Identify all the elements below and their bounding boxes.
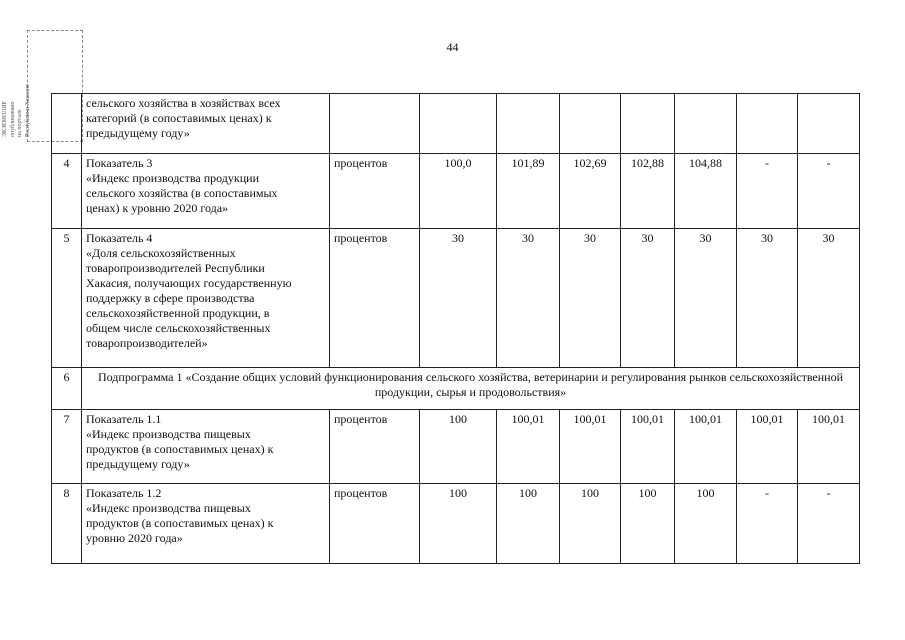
- value-cell: 100: [420, 484, 497, 564]
- indicator-name: Показатель 4 «Доля сельскохозяйственных товаропроизводителей Республики Хакасия, получающих государственную поддержку в сфере производства сельскохозяйственной продукции, в общем числе сельскохозяйственных товаропроизводителей»: [82, 229, 330, 368]
- value-cell: 100,0: [420, 154, 497, 229]
- unit-cell: процентов: [330, 154, 420, 229]
- indicator-name: Показатель 1.1 «Индекс производства пищевых продуктов (в сопоставимых ценах) к предыдущему году»: [82, 410, 330, 484]
- table-row: [52, 94, 860, 154]
- indicator-name: Показатель 3 «Индекс производства продукции сельского хозяйства (в сопоставимых ценах) к уровню 2020 года»: [82, 154, 330, 229]
- row-number: 5: [52, 229, 82, 368]
- value-cell: [798, 94, 860, 154]
- value-cell: 101,89: [497, 154, 560, 229]
- value-cell: 100,01: [798, 410, 860, 484]
- value-cell: 100: [560, 484, 621, 564]
- value-cell: 30: [420, 229, 497, 368]
- value-cell: [420, 94, 497, 154]
- stamp-text: ЭКЗЕМПЛЯР опубликовано на портале Республики Хакасия: [2, 84, 31, 137]
- unit-cell: процентов: [330, 410, 420, 484]
- value-cell: 100: [621, 484, 675, 564]
- indicator-name: Показатель 1.2 «Индекс производства пищевых продуктов (в сопоставимых ценах) к уровню 2020 года»: [82, 484, 330, 564]
- subprogram-row: [52, 368, 860, 410]
- subprogram-title: Подпрограмма 1 «Создание общих условий функционирования сельского хозяйства, ветеринарии и регулирования рынков сельскохозяйственной продукции, сырья и продовольствия»: [82, 368, 860, 410]
- value-cell: 102,88: [621, 154, 675, 229]
- value-cell: 100,01: [560, 410, 621, 484]
- unit-cell: процентов: [330, 484, 420, 564]
- value-cell: [737, 94, 798, 154]
- value-cell: 30: [798, 229, 860, 368]
- row-number: 6: [52, 368, 82, 410]
- value-cell: 30: [560, 229, 621, 368]
- value-cell: 30: [737, 229, 798, 368]
- table-row: [52, 410, 860, 484]
- value-cell: [560, 94, 621, 154]
- value-cell: 30: [621, 229, 675, 368]
- value-cell: -: [798, 484, 860, 564]
- value-cell: [675, 94, 737, 154]
- indicator-name: сельского хозяйства в хозяйствах всех категорий (в сопоставимых ценах) к предыдущему году»: [82, 94, 330, 154]
- value-cell: -: [737, 484, 798, 564]
- unit-cell: процентов: [330, 229, 420, 368]
- value-cell: 100: [675, 484, 737, 564]
- row-number: 7: [52, 410, 82, 484]
- table-row: [52, 484, 860, 564]
- value-cell: 102,69: [560, 154, 621, 229]
- value-cell: 100,01: [621, 410, 675, 484]
- row-number: 8: [52, 484, 82, 564]
- page-number: 44: [446, 40, 459, 54]
- value-cell: 100,01: [675, 410, 737, 484]
- value-cell: 100: [497, 484, 560, 564]
- value-cell: -: [798, 154, 860, 229]
- value-cell: 104,88: [675, 154, 737, 229]
- value-cell: 100,01: [497, 410, 560, 484]
- row-number: 4: [52, 154, 82, 229]
- value-cell: 100,01: [737, 410, 798, 484]
- value-cell: -: [737, 154, 798, 229]
- unit-cell: [330, 94, 420, 154]
- table-row: [52, 154, 860, 229]
- table-row: [52, 229, 860, 368]
- value-cell: 30: [497, 229, 560, 368]
- value-cell: [621, 94, 675, 154]
- indicators-table: [51, 93, 860, 564]
- value-cell: [497, 94, 560, 154]
- row-number: [52, 94, 82, 154]
- value-cell: 30: [675, 229, 737, 368]
- value-cell: 100: [420, 410, 497, 484]
